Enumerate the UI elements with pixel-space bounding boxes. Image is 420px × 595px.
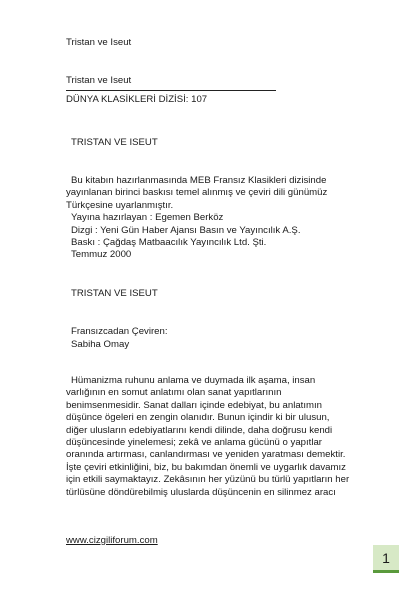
intro-line: Hümanizma ruhunu anlama ve duymada ilk aşama, insan [71,375,316,386]
translator-label: Fransızcadan Çeviren: [71,326,168,337]
imprint-detail: Yayına hazırlayan : Egemen Berköz [71,212,224,224]
page-number: 1 [382,550,390,566]
intro-line: türlüsüne döndürebilmiş uluslarda düşüncenin en silinmez aracı [66,486,336,498]
running-title: Tristan ve Iseut [66,37,132,48]
imprint-detail: Temmuz 2000 [71,249,132,261]
intro-line: düşüncesinde yinelemesi; zekâ ve anlama gücünü o yapıtlar [66,437,322,449]
intro-line: için etkili saymaktayız. Zekâsının her yüzünü bu türlü yapıtların her [66,474,350,486]
book-title: Tristan ve Iseut [66,75,132,86]
intro-line: benimsenmesidir. Sanat dalları içinde edebiyat, bu anlatımın [66,399,322,411]
intro-paragraph [66,375,366,499]
intro-line: düşünce ögeleri en zengin olanıdır. Bunun içindir ki bir ulusun, [66,412,330,424]
footer-website-link[interactable]: www.cizgiliforum.com [66,535,158,546]
imprint-line: Bu kitabın hazırlanmasında MEB Fransız Klasikleri dizisinde [71,175,327,186]
intro-line: diğer ulusların edebiyatlarını kendi dilinde, daha doğrusu kendi [66,424,333,436]
section-title: TRISTAN VE ISEUT [71,288,158,299]
imprint-paragraph [66,175,366,262]
translator-name: Sabiha Omay [71,339,130,350]
intro-line: oranında artırması, canlandırması ve yeniden yaratması demektir. [66,449,346,461]
title-rule [66,90,276,91]
intro-line: varlığının en somut anlatımı olan sanat yapıtlarının [66,387,282,399]
imprint-line: Türkçesine uyarlanmıştır. [66,199,174,211]
intro-line: İşte çeviri etkinliğini, biz, bu bakımdan önemli ve uygarlık davamız [66,461,346,473]
imprint-line: yayınlanan birinci baskısı temel alınmış ve çeviri dili günümüz [66,187,328,199]
page-number-badge [373,545,399,571]
section-title: TRISTAN VE ISEUT [71,137,158,148]
imprint-detail: Baskı : Çağdaş Matbaacılık Yayıncılık Ltd. Şti. [71,237,267,249]
imprint-detail: Dizgi : Yeni Gün Haber Ajansı Basın ve Yayıncılık A.Ş. [71,224,301,236]
series-label: DÜNYA KLASİKLERİ DİZİSİ: 107 [66,94,208,105]
